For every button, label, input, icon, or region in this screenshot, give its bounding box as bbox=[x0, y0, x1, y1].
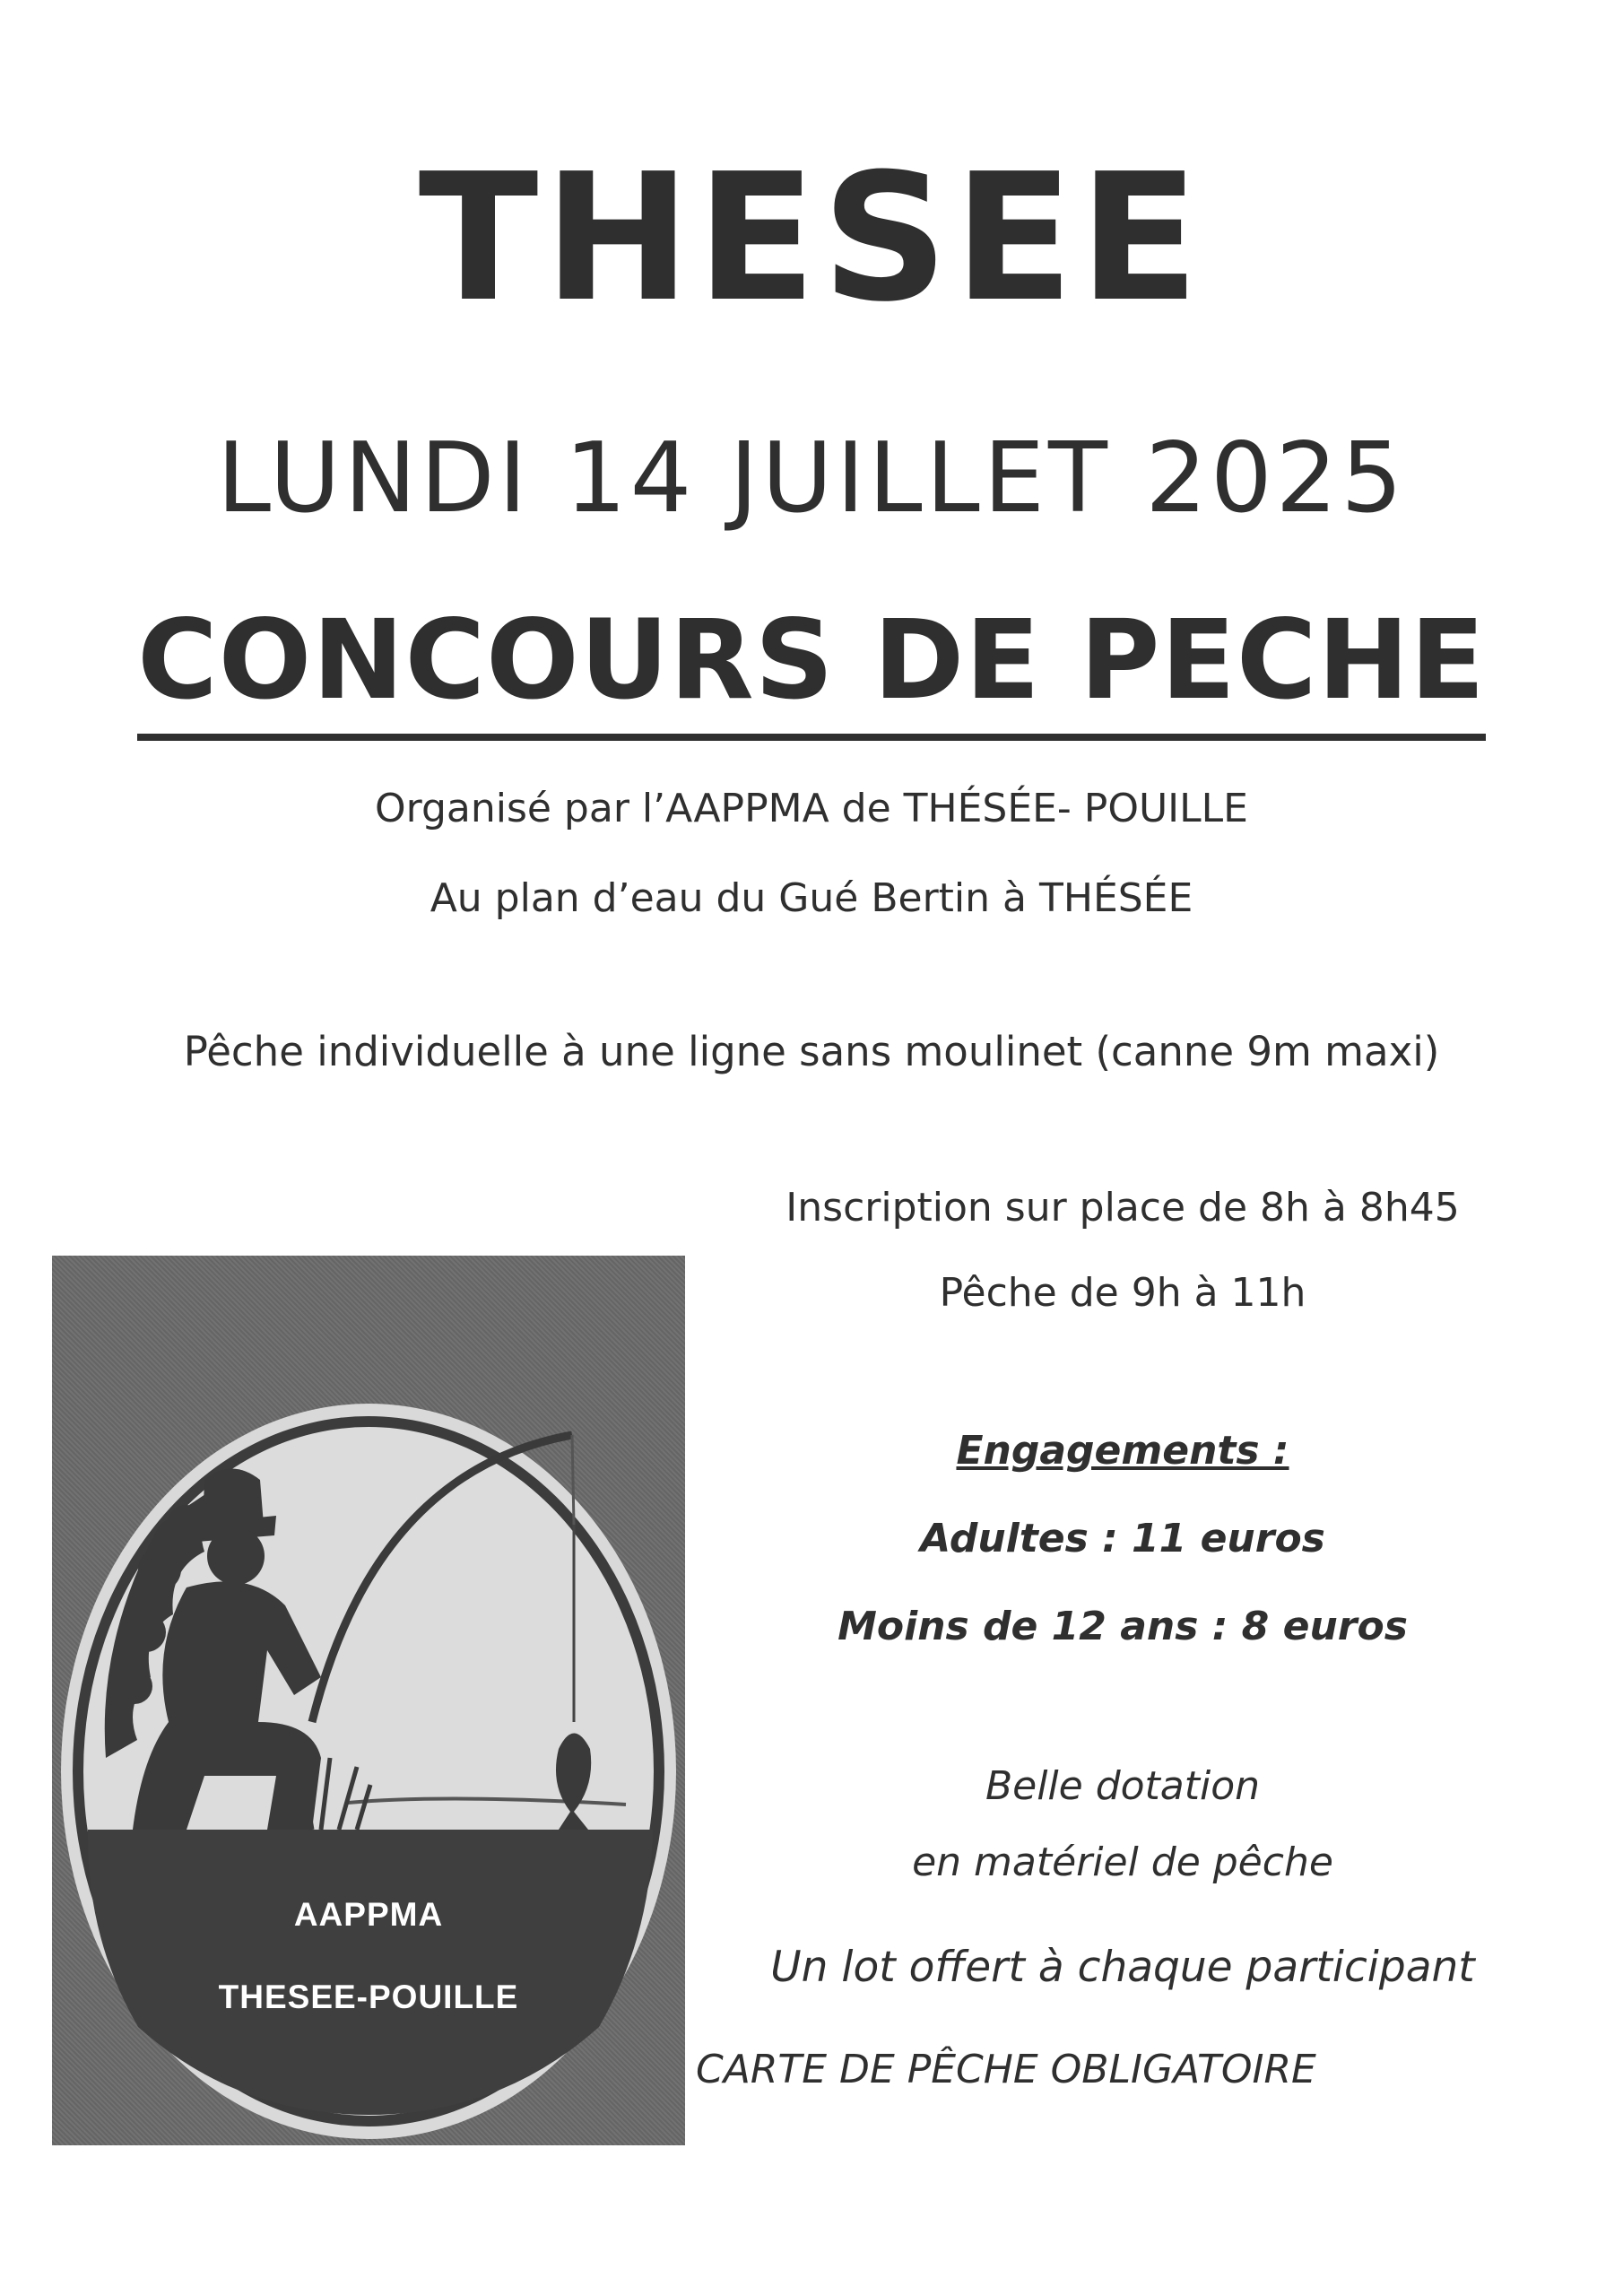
fishing-hours: Pêche de 9h à 11h bbox=[939, 1270, 1306, 1316]
event-heading: CONCOURS DE PECHE bbox=[137, 603, 1486, 741]
registration-time: Inscription sur place de 8h à 8h45 bbox=[785, 1185, 1460, 1231]
participant-lot: Un lot offert à chaque participant bbox=[770, 1943, 1475, 1992]
page-title: THESEE bbox=[418, 136, 1205, 341]
venue-text: Au plan d’eau du Gué Bertin à THÉSÉE bbox=[430, 875, 1193, 921]
fees-heading: Engagements : bbox=[956, 1428, 1289, 1474]
event-heading-wrapper bbox=[0, 596, 1623, 741]
child-fee: Moins de 12 ans : 8 euros bbox=[838, 1604, 1408, 1649]
logo-title: AAPPMA bbox=[293, 1896, 444, 1933]
rules-text: Pêche individuelle à une ligne sans moulinet (canne 9m maxi) bbox=[183, 1028, 1440, 1075]
license-notice: CARTE DE PÊCHE OBLIGATOIRE bbox=[696, 2047, 1316, 2092]
prize-line-2: en matériel de pêche bbox=[912, 1839, 1333, 1885]
club-logo bbox=[52, 1256, 685, 2145]
logo-subtitle: THESEE-POUILLE bbox=[218, 1979, 519, 2015]
adult-fee: Adultes : 11 euros bbox=[920, 1516, 1325, 1561]
organizer-text: Organisé par l’AAPPMA de THÉSÉE- POUILLE bbox=[375, 786, 1248, 831]
prize-line-1: Belle dotation bbox=[985, 1763, 1261, 1809]
event-date: LUNDI 14 JUILLET 2025 bbox=[216, 422, 1407, 535]
